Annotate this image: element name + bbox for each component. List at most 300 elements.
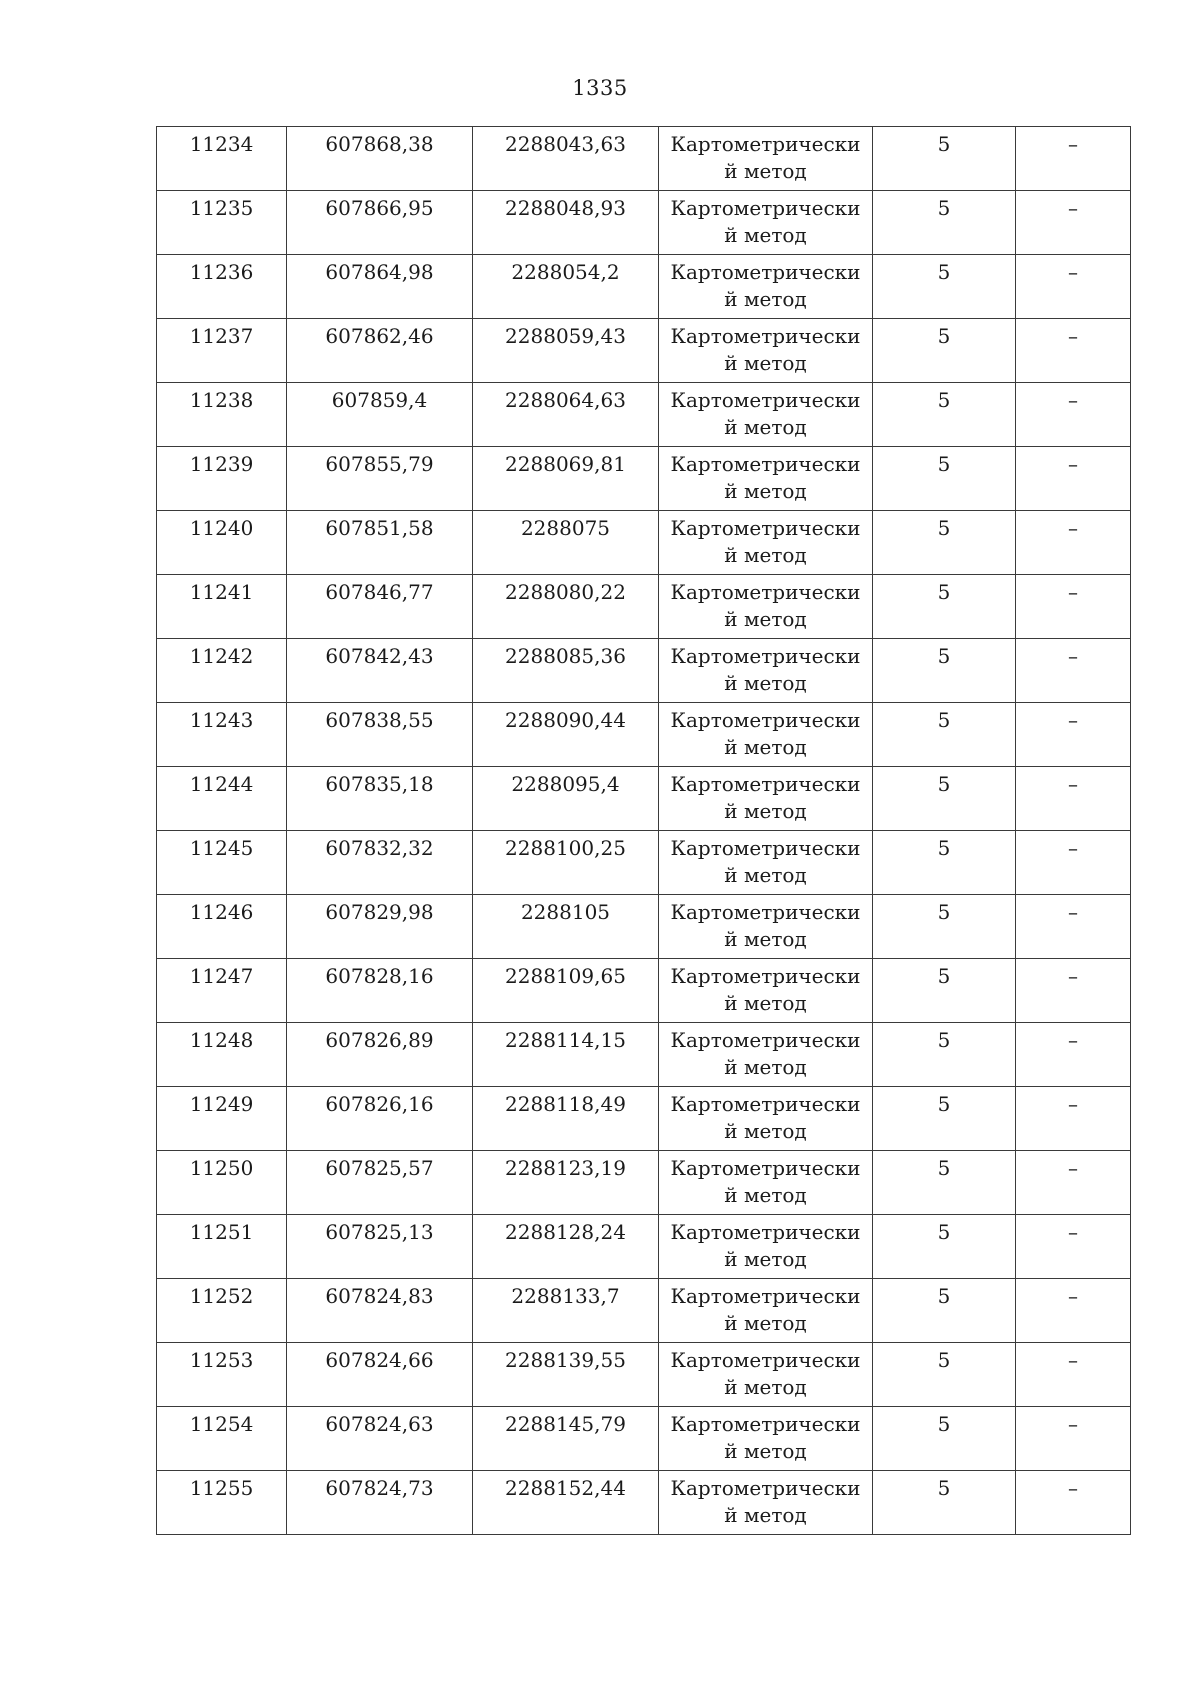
y-coordinate: 2288139,55 bbox=[505, 1348, 626, 1372]
y-coordinate-cell bbox=[473, 383, 659, 447]
point-id: 11243 bbox=[189, 708, 254, 732]
method-cell bbox=[659, 1343, 873, 1407]
table-row bbox=[157, 255, 1131, 319]
x-coordinate-cell bbox=[287, 255, 473, 319]
coordinates-table bbox=[156, 126, 1131, 1535]
note-cell bbox=[1016, 1215, 1131, 1279]
accuracy-cell bbox=[873, 959, 1016, 1023]
point-id-cell bbox=[157, 447, 287, 511]
point-id-cell bbox=[157, 383, 287, 447]
method-line-2: й метод bbox=[724, 735, 807, 759]
point-id-cell bbox=[157, 255, 287, 319]
y-coordinate: 2288118,49 bbox=[505, 1092, 626, 1116]
method-line-1: Картометрически bbox=[670, 1476, 861, 1500]
note-cell bbox=[1016, 895, 1131, 959]
method-cell bbox=[659, 1151, 873, 1215]
note-dash: – bbox=[1068, 1220, 1078, 1244]
x-coordinate: 607851,58 bbox=[325, 516, 434, 540]
note-dash: – bbox=[1068, 644, 1078, 668]
y-coordinate-cell bbox=[473, 1471, 659, 1535]
point-id: 11248 bbox=[189, 1028, 254, 1052]
x-coordinate: 607825,13 bbox=[325, 1220, 434, 1244]
x-coordinate-cell bbox=[287, 127, 473, 191]
x-coordinate-cell bbox=[287, 1343, 473, 1407]
point-id-cell bbox=[157, 1343, 287, 1407]
point-id: 11235 bbox=[189, 196, 254, 220]
accuracy-value: 5 bbox=[937, 324, 951, 348]
y-coordinate-cell bbox=[473, 319, 659, 383]
x-coordinate: 607866,95 bbox=[325, 196, 434, 220]
method-line-2: й метод bbox=[724, 543, 807, 567]
method-line-2: й метод bbox=[724, 671, 807, 695]
method-cell bbox=[659, 191, 873, 255]
point-id: 11246 bbox=[189, 900, 254, 924]
point-id-cell bbox=[157, 895, 287, 959]
table-row bbox=[157, 127, 1131, 191]
note-dash: – bbox=[1068, 388, 1078, 412]
table-row bbox=[157, 831, 1131, 895]
note-dash: – bbox=[1068, 196, 1078, 220]
method-cell bbox=[659, 1215, 873, 1279]
table-row bbox=[157, 1279, 1131, 1343]
y-coordinate-cell bbox=[473, 1151, 659, 1215]
y-coordinate-cell bbox=[473, 895, 659, 959]
accuracy-value: 5 bbox=[937, 772, 951, 796]
point-id-cell bbox=[157, 127, 287, 191]
y-coordinate-cell bbox=[473, 1087, 659, 1151]
method-cell bbox=[659, 639, 873, 703]
x-coordinate-cell bbox=[287, 575, 473, 639]
method-cell bbox=[659, 575, 873, 639]
table-row bbox=[157, 191, 1131, 255]
accuracy-value: 5 bbox=[937, 516, 951, 540]
x-coordinate-cell bbox=[287, 959, 473, 1023]
method-line-2: й метод bbox=[724, 1119, 807, 1143]
x-coordinate-cell bbox=[287, 767, 473, 831]
method-cell bbox=[659, 895, 873, 959]
method-line-2: й метод bbox=[724, 1247, 807, 1271]
note-cell bbox=[1016, 127, 1131, 191]
table-row bbox=[157, 1151, 1131, 1215]
accuracy-value: 5 bbox=[937, 1476, 951, 1500]
point-id: 11252 bbox=[189, 1284, 254, 1308]
x-coordinate-cell bbox=[287, 447, 473, 511]
y-coordinate: 2288085,36 bbox=[505, 644, 626, 668]
y-coordinate-cell bbox=[473, 767, 659, 831]
coordinates-table-body bbox=[157, 127, 1131, 1535]
x-coordinate: 607824,66 bbox=[325, 1348, 434, 1372]
note-cell bbox=[1016, 1471, 1131, 1535]
x-coordinate: 607859,4 bbox=[331, 388, 428, 412]
y-coordinate: 2288145,79 bbox=[505, 1412, 626, 1436]
accuracy-value: 5 bbox=[937, 1092, 951, 1116]
x-coordinate-cell bbox=[287, 1151, 473, 1215]
accuracy-cell bbox=[873, 1087, 1016, 1151]
accuracy-value: 5 bbox=[937, 900, 951, 924]
accuracy-value: 5 bbox=[937, 1284, 951, 1308]
point-id: 11251 bbox=[189, 1220, 254, 1244]
accuracy-value: 5 bbox=[937, 1028, 951, 1052]
y-coordinate: 2288064,63 bbox=[505, 388, 626, 412]
accuracy-value: 5 bbox=[937, 1156, 951, 1180]
table-row bbox=[157, 1087, 1131, 1151]
y-coordinate: 2288109,65 bbox=[505, 964, 626, 988]
note-dash: – bbox=[1068, 900, 1078, 924]
note-dash: – bbox=[1068, 260, 1078, 284]
table-row bbox=[157, 639, 1131, 703]
y-coordinate: 2288048,93 bbox=[505, 196, 626, 220]
point-id-cell bbox=[157, 1151, 287, 1215]
point-id-cell bbox=[157, 767, 287, 831]
note-cell bbox=[1016, 1407, 1131, 1471]
note-cell bbox=[1016, 511, 1131, 575]
note-dash: – bbox=[1068, 772, 1078, 796]
accuracy-value: 5 bbox=[937, 196, 951, 220]
method-line-2: й метод bbox=[724, 479, 807, 503]
accuracy-cell bbox=[873, 575, 1016, 639]
note-cell bbox=[1016, 703, 1131, 767]
method-line-1: Картометрически bbox=[670, 388, 861, 412]
note-dash: – bbox=[1068, 580, 1078, 604]
y-coordinate: 2288069,81 bbox=[505, 452, 626, 476]
table-row bbox=[157, 1023, 1131, 1087]
y-coordinate-cell bbox=[473, 1407, 659, 1471]
point-id-cell bbox=[157, 575, 287, 639]
point-id-cell bbox=[157, 511, 287, 575]
note-dash: – bbox=[1068, 1476, 1078, 1500]
accuracy-cell bbox=[873, 1279, 1016, 1343]
note-cell bbox=[1016, 191, 1131, 255]
y-coordinate: 2288075 bbox=[520, 516, 611, 540]
accuracy-cell bbox=[873, 319, 1016, 383]
y-coordinate: 2288095,4 bbox=[511, 772, 620, 796]
note-cell bbox=[1016, 767, 1131, 831]
y-coordinate: 2288105 bbox=[520, 900, 611, 924]
accuracy-cell bbox=[873, 1343, 1016, 1407]
point-id-cell bbox=[157, 831, 287, 895]
note-dash: – bbox=[1068, 516, 1078, 540]
y-coordinate-cell bbox=[473, 511, 659, 575]
point-id: 11238 bbox=[189, 388, 254, 412]
table-row bbox=[157, 959, 1131, 1023]
x-coordinate-cell bbox=[287, 1215, 473, 1279]
note-cell bbox=[1016, 1087, 1131, 1151]
point-id-cell bbox=[157, 1023, 287, 1087]
x-coordinate-cell bbox=[287, 1023, 473, 1087]
point-id-cell bbox=[157, 639, 287, 703]
method-line-1: Картометрически bbox=[670, 1284, 861, 1308]
y-coordinate: 2288100,25 bbox=[505, 836, 626, 860]
accuracy-cell bbox=[873, 767, 1016, 831]
point-id: 11255 bbox=[189, 1476, 254, 1500]
method-line-1: Картометрически bbox=[670, 708, 861, 732]
y-coordinate-cell bbox=[473, 191, 659, 255]
accuracy-value: 5 bbox=[937, 452, 951, 476]
x-coordinate: 607824,73 bbox=[325, 1476, 434, 1500]
accuracy-cell bbox=[873, 1023, 1016, 1087]
accuracy-value: 5 bbox=[937, 1348, 951, 1372]
method-line-1: Картометрически bbox=[670, 132, 861, 156]
method-cell bbox=[659, 1407, 873, 1471]
method-line-1: Картометрически bbox=[670, 836, 861, 860]
accuracy-cell bbox=[873, 191, 1016, 255]
point-id: 11234 bbox=[189, 132, 254, 156]
y-coordinate-cell bbox=[473, 639, 659, 703]
note-cell bbox=[1016, 639, 1131, 703]
method-cell bbox=[659, 511, 873, 575]
x-coordinate-cell bbox=[287, 1471, 473, 1535]
point-id-cell bbox=[157, 959, 287, 1023]
method-line-2: й метод bbox=[724, 863, 807, 887]
x-coordinate: 607826,16 bbox=[325, 1092, 434, 1116]
x-coordinate-cell bbox=[287, 319, 473, 383]
point-id-cell bbox=[157, 1407, 287, 1471]
method-line-2: й метод bbox=[724, 607, 807, 631]
table-row bbox=[157, 1407, 1131, 1471]
x-coordinate-cell bbox=[287, 1279, 473, 1343]
method-cell bbox=[659, 767, 873, 831]
y-coordinate: 2288133,7 bbox=[511, 1284, 620, 1308]
table-row bbox=[157, 767, 1131, 831]
note-cell bbox=[1016, 1151, 1131, 1215]
y-coordinate: 2288123,19 bbox=[505, 1156, 626, 1180]
note-cell bbox=[1016, 831, 1131, 895]
accuracy-cell bbox=[873, 255, 1016, 319]
table-row bbox=[157, 1343, 1131, 1407]
method-line-1: Картометрически bbox=[670, 580, 861, 604]
point-id: 11237 bbox=[189, 324, 254, 348]
note-cell bbox=[1016, 575, 1131, 639]
note-cell bbox=[1016, 959, 1131, 1023]
table-row bbox=[157, 1471, 1131, 1535]
method-line-1: Картометрически bbox=[670, 196, 861, 220]
point-id: 11239 bbox=[189, 452, 254, 476]
accuracy-value: 5 bbox=[937, 132, 951, 156]
method-cell bbox=[659, 127, 873, 191]
x-coordinate: 607835,18 bbox=[325, 772, 434, 796]
x-coordinate: 607832,32 bbox=[325, 836, 434, 860]
method-line-1: Картометрически bbox=[670, 1348, 861, 1372]
y-coordinate-cell bbox=[473, 959, 659, 1023]
y-coordinate-cell bbox=[473, 255, 659, 319]
point-id: 11245 bbox=[189, 836, 254, 860]
x-coordinate-cell bbox=[287, 831, 473, 895]
method-line-2: й метод bbox=[724, 351, 807, 375]
x-coordinate-cell bbox=[287, 383, 473, 447]
method-line-2: й метод bbox=[724, 159, 807, 183]
method-line-2: й метод bbox=[724, 1503, 807, 1527]
method-line-2: й метод bbox=[724, 223, 807, 247]
accuracy-cell bbox=[873, 1215, 1016, 1279]
accuracy-cell bbox=[873, 703, 1016, 767]
note-dash: – bbox=[1068, 132, 1078, 156]
y-coordinate-cell bbox=[473, 703, 659, 767]
method-cell bbox=[659, 383, 873, 447]
method-line-1: Картометрически bbox=[670, 1220, 861, 1244]
point-id: 11236 bbox=[189, 260, 254, 284]
accuracy-value: 5 bbox=[937, 836, 951, 860]
accuracy-value: 5 bbox=[937, 260, 951, 284]
x-coordinate: 607838,55 bbox=[325, 708, 434, 732]
method-line-2: й метод bbox=[724, 927, 807, 951]
method-cell bbox=[659, 1023, 873, 1087]
accuracy-cell bbox=[873, 1407, 1016, 1471]
method-line-1: Картометрически bbox=[670, 1028, 861, 1052]
method-line-1: Картометрически bbox=[670, 644, 861, 668]
y-coordinate: 2288152,44 bbox=[505, 1476, 626, 1500]
point-id-cell bbox=[157, 1215, 287, 1279]
table-row bbox=[157, 447, 1131, 511]
method-cell bbox=[659, 1087, 873, 1151]
method-cell bbox=[659, 703, 873, 767]
accuracy-value: 5 bbox=[937, 1220, 951, 1244]
method-line-2: й метод bbox=[724, 1055, 807, 1079]
method-line-1: Картометрически bbox=[670, 1412, 861, 1436]
y-coordinate-cell bbox=[473, 1343, 659, 1407]
point-id: 11241 bbox=[189, 580, 254, 604]
point-id: 11247 bbox=[189, 964, 254, 988]
x-coordinate: 607846,77 bbox=[325, 580, 434, 604]
point-id-cell bbox=[157, 1471, 287, 1535]
point-id: 11249 bbox=[189, 1092, 254, 1116]
method-line-2: й метод bbox=[724, 1311, 807, 1335]
method-cell bbox=[659, 959, 873, 1023]
method-line-2: й метод bbox=[724, 1439, 807, 1463]
y-coordinate: 2288043,63 bbox=[505, 132, 626, 156]
y-coordinate-cell bbox=[473, 575, 659, 639]
y-coordinate: 2288059,43 bbox=[505, 324, 626, 348]
point-id: 11254 bbox=[189, 1412, 254, 1436]
x-coordinate-cell bbox=[287, 1407, 473, 1471]
method-line-1: Картометрически bbox=[670, 516, 861, 540]
accuracy-cell bbox=[873, 1151, 1016, 1215]
x-coordinate-cell bbox=[287, 703, 473, 767]
accuracy-cell bbox=[873, 895, 1016, 959]
x-coordinate-cell bbox=[287, 511, 473, 575]
x-coordinate: 607868,38 bbox=[325, 132, 434, 156]
note-cell bbox=[1016, 319, 1131, 383]
accuracy-value: 5 bbox=[937, 644, 951, 668]
accuracy-cell bbox=[873, 831, 1016, 895]
method-line-1: Картометрически bbox=[670, 772, 861, 796]
note-cell bbox=[1016, 1023, 1131, 1087]
method-line-1: Картометрически bbox=[670, 900, 861, 924]
note-cell bbox=[1016, 447, 1131, 511]
x-coordinate-cell bbox=[287, 639, 473, 703]
method-line-2: й метод bbox=[724, 415, 807, 439]
accuracy-cell bbox=[873, 1471, 1016, 1535]
y-coordinate: 2288114,15 bbox=[505, 1028, 626, 1052]
x-coordinate: 607828,16 bbox=[325, 964, 434, 988]
y-coordinate-cell bbox=[473, 831, 659, 895]
method-cell bbox=[659, 447, 873, 511]
note-dash: – bbox=[1068, 708, 1078, 732]
method-line-1: Картометрически bbox=[670, 452, 861, 476]
note-cell bbox=[1016, 255, 1131, 319]
table-row bbox=[157, 895, 1131, 959]
method-cell bbox=[659, 831, 873, 895]
table-row bbox=[157, 1215, 1131, 1279]
note-dash: – bbox=[1068, 964, 1078, 988]
x-coordinate: 607862,46 bbox=[325, 324, 434, 348]
accuracy-cell bbox=[873, 639, 1016, 703]
note-cell bbox=[1016, 383, 1131, 447]
accuracy-value: 5 bbox=[937, 708, 951, 732]
note-dash: – bbox=[1068, 452, 1078, 476]
note-dash: – bbox=[1068, 1156, 1078, 1180]
note-dash: – bbox=[1068, 1348, 1078, 1372]
point-id: 11250 bbox=[189, 1156, 254, 1180]
x-coordinate: 607825,57 bbox=[325, 1156, 434, 1180]
method-line-2: й метод bbox=[724, 287, 807, 311]
x-coordinate: 607864,98 bbox=[325, 260, 434, 284]
point-id-cell bbox=[157, 1087, 287, 1151]
method-line-1: Картометрически bbox=[670, 1156, 861, 1180]
method-cell bbox=[659, 1279, 873, 1343]
accuracy-value: 5 bbox=[937, 388, 951, 412]
point-id-cell bbox=[157, 319, 287, 383]
table-row bbox=[157, 703, 1131, 767]
method-cell bbox=[659, 1471, 873, 1535]
note-cell bbox=[1016, 1279, 1131, 1343]
x-coordinate: 607826,89 bbox=[325, 1028, 434, 1052]
x-coordinate-cell bbox=[287, 1087, 473, 1151]
table-row bbox=[157, 575, 1131, 639]
y-coordinate: 2288128,24 bbox=[505, 1220, 626, 1244]
point-id-cell bbox=[157, 191, 287, 255]
accuracy-cell bbox=[873, 511, 1016, 575]
x-coordinate: 607829,98 bbox=[325, 900, 434, 924]
table-row bbox=[157, 511, 1131, 575]
method-line-2: й метод bbox=[724, 991, 807, 1015]
point-id-cell bbox=[157, 1279, 287, 1343]
accuracy-value: 5 bbox=[937, 964, 951, 988]
method-line-1: Картометрически bbox=[670, 964, 861, 988]
y-coordinate: 2288090,44 bbox=[505, 708, 626, 732]
page-number: 1335 bbox=[572, 76, 628, 100]
method-cell bbox=[659, 255, 873, 319]
note-dash: – bbox=[1068, 1284, 1078, 1308]
method-line-1: Картометрически bbox=[670, 324, 861, 348]
x-coordinate: 607824,83 bbox=[325, 1284, 434, 1308]
y-coordinate-cell bbox=[473, 1023, 659, 1087]
accuracy-value: 5 bbox=[937, 580, 951, 604]
method-line-2: й метод bbox=[724, 799, 807, 823]
x-coordinate-cell bbox=[287, 191, 473, 255]
accuracy-cell bbox=[873, 383, 1016, 447]
method-line-1: Картометрически bbox=[670, 260, 861, 284]
point-id: 11242 bbox=[189, 644, 254, 668]
accuracy-cell bbox=[873, 447, 1016, 511]
note-cell bbox=[1016, 1343, 1131, 1407]
accuracy-value: 5 bbox=[937, 1412, 951, 1436]
x-coordinate: 607842,43 bbox=[325, 644, 434, 668]
method-line-2: й метод bbox=[724, 1375, 807, 1399]
point-id-cell bbox=[157, 703, 287, 767]
note-dash: – bbox=[1068, 1028, 1078, 1052]
note-dash: – bbox=[1068, 324, 1078, 348]
point-id: 11244 bbox=[189, 772, 254, 796]
accuracy-cell bbox=[873, 127, 1016, 191]
point-id: 11253 bbox=[189, 1348, 254, 1372]
note-dash: – bbox=[1068, 836, 1078, 860]
note-dash: – bbox=[1068, 1092, 1078, 1116]
y-coordinate-cell bbox=[473, 1215, 659, 1279]
method-line-1: Картометрически bbox=[670, 1092, 861, 1116]
x-coordinate-cell bbox=[287, 895, 473, 959]
y-coordinate: 2288080,22 bbox=[505, 580, 626, 604]
table-row bbox=[157, 319, 1131, 383]
